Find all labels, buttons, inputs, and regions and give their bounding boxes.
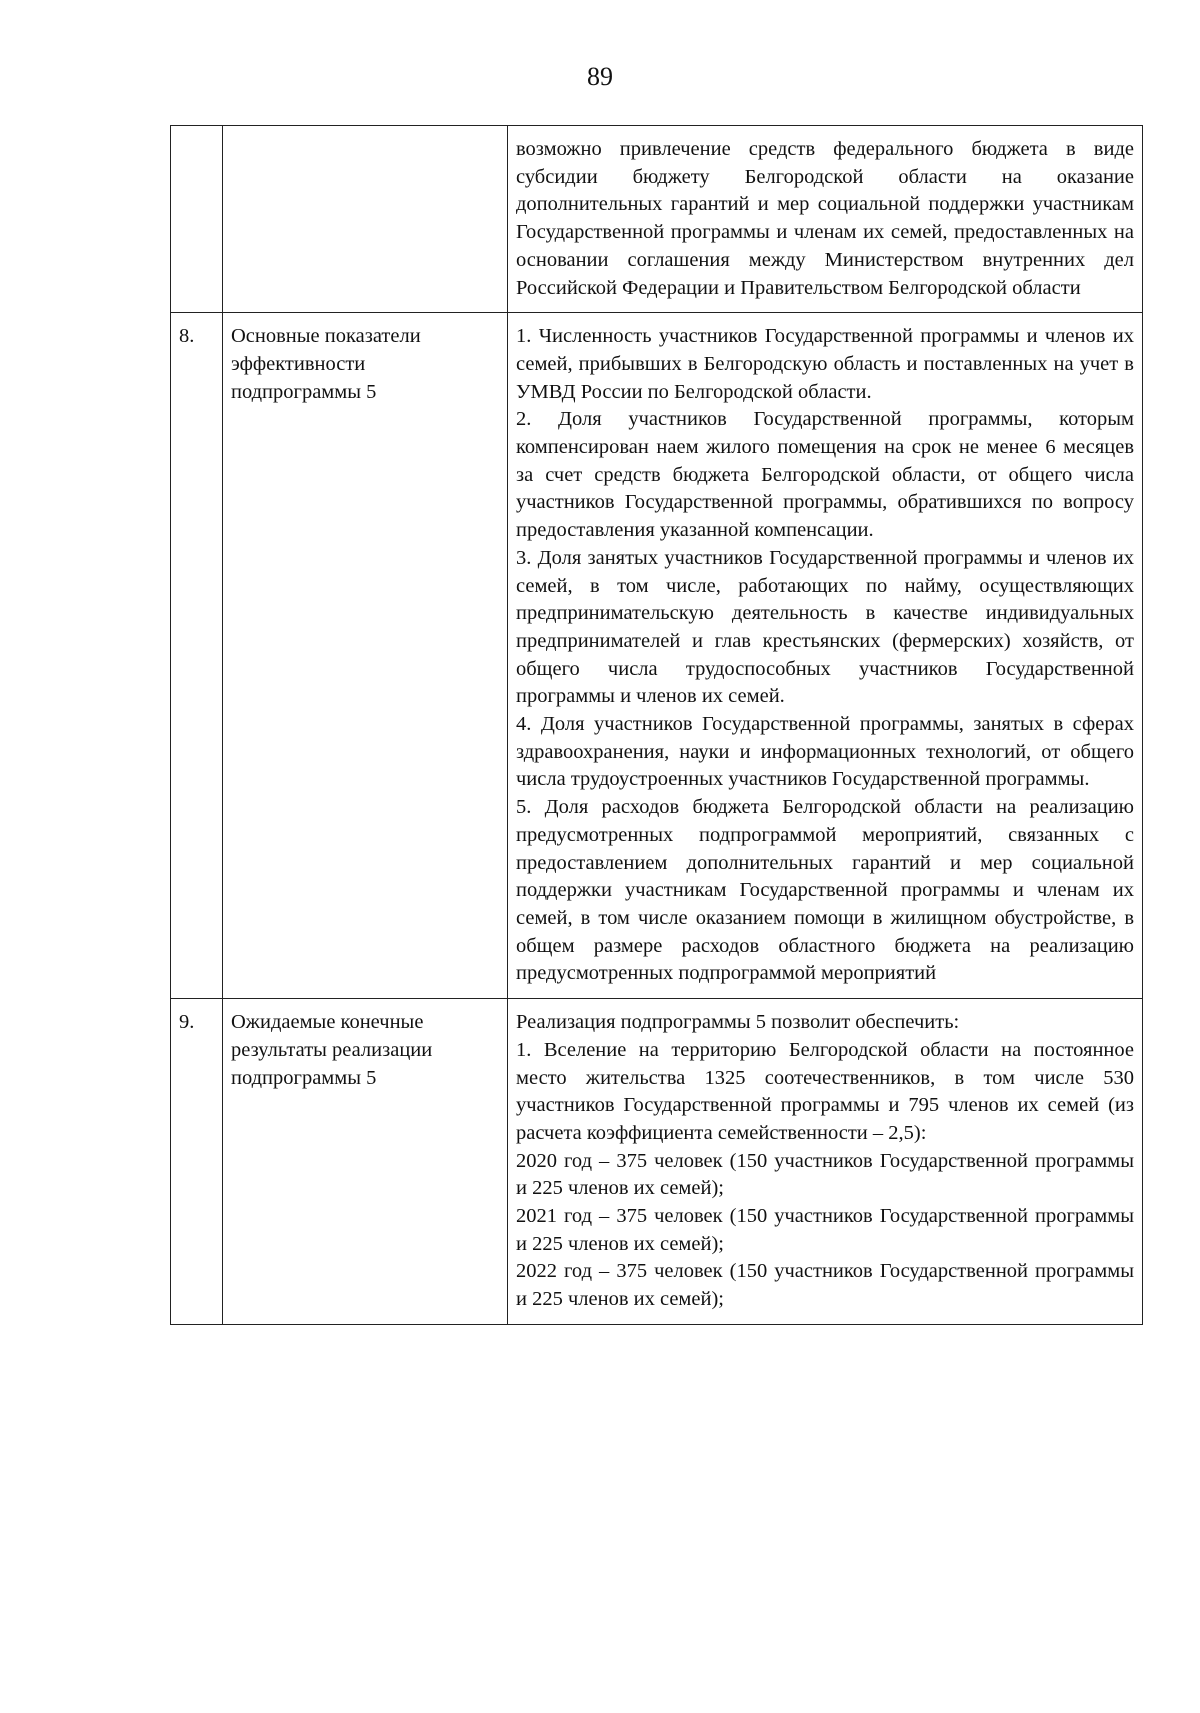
value-paragraph: возможно привлечение средств федерального бюджета в виде субсидии бюджету Белгородской области на оказание дополнительных гарантий и мер социальной поддержки участникам Государственной программы и членам их семей, предоставленных на основании соглашения между Министерством внутренних дел Российской Федерации и Правительством Белгородской области [516,138,1134,299]
value-paragraph: 2. Доля участников Государственной программы, которым компенсирован наем жилого помещения на срок не менее 6 месяцев за счет средств бюджета Белгородской области, от общего числа участников Государственной программы, обратившихся по вопросу предоставления указанной компенсации. [516,408,1134,542]
table-row [171,313,1143,999]
page-number: 89 [587,62,613,91]
row-name: Ожидаемые конечные результаты реализации подпрограммы 5 [223,999,508,1325]
value-paragraph: 3. Доля занятых участников Государственной программы и членов их семей, в том числе, работающих по найму, осуществляющих предпринимательскую деятельность в качестве индивидуальных предпринимателей и глав крестьянских (фермерских) хозяйств, от общего числа трудоспособных участников Государственной программы и членов их семей. [516,546,1134,708]
subprogram-passport-table [170,125,1143,1325]
table-row [171,126,1143,313]
value-paragraph: 5. Доля расходов бюджета Белгородской области на реализацию предусмотренных подпрограммой мероприятий, связанных с предоставлением дополнительных гарантий и мер социальной поддержки участникам Государственной программы и членам их семей, в том числе оказанием помощи в жилищном обустройстве, в общем размере расходов областного бюджета на реализацию предусмотренных подпрограммой мероприятий [516,796,1134,985]
table-row [171,999,1143,1325]
row-number: 8. [171,313,223,999]
value-paragraph: 1. Вселение на территорию Белгородской области на постоянное место жительства 1325 соотечественников, в том числе 530 участников Государственной программы и 795 членов их семей (из расчета коэффициента семейственности – 2,5): [516,1038,1134,1144]
row-number: 9. [171,999,223,1325]
value-paragraph: 4. Доля участников Государственной программы, занятых в сферах здравоохранения, науки и информационных технологий, от общего числа трудоустроенных участников Государственной программы. [516,713,1134,791]
value-paragraph: 2020 год – 375 человек (150 участников Государственной программы и 225 членов их семей); [516,1149,1134,1200]
value-paragraph: 2022 год – 375 человек (150 участников Государственной программы и 225 членов их семей); [516,1260,1134,1311]
row-name: Основные показатели эффективности подпрограммы 5 [223,313,508,999]
row-name [223,126,508,313]
row-value [508,126,1143,313]
row-value [508,999,1143,1325]
value-paragraph: Реализация подпрограммы 5 позволит обеспечить: [516,1011,960,1034]
row-number [171,126,223,313]
value-paragraph: 2021 год – 375 человек (150 участников Государственной программы и 225 членов их семей); [516,1205,1134,1255]
value-paragraph: 1. Численность участников Государственной программы и членов их семей, прибывших в Белгородскую область и поставленных на учет в УМВД России по Белгородской области. [516,325,1134,403]
row-value [508,313,1143,999]
